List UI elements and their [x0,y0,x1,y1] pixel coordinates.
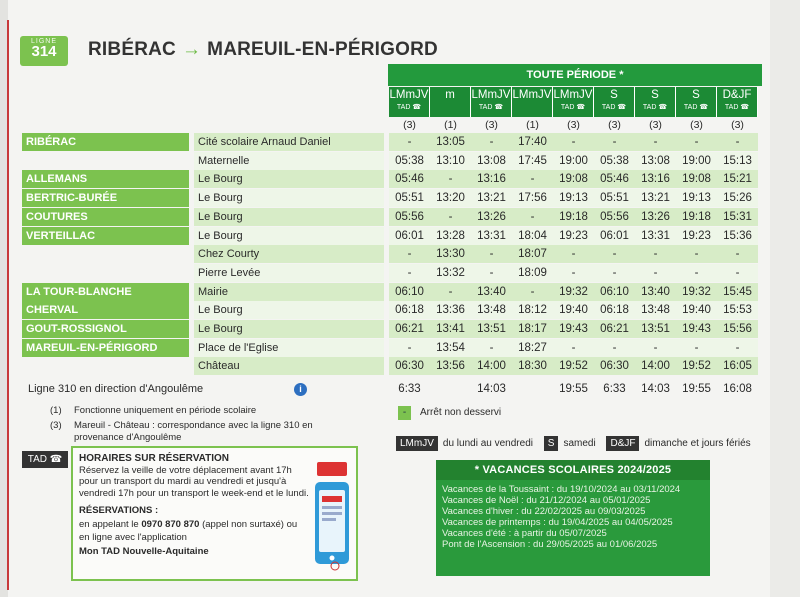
time-cell: - [389,133,430,151]
day-code: LMmJV [512,89,552,101]
time-cell: - [389,264,430,282]
table-row [22,264,762,282]
stop-cell: Château [194,357,384,375]
town-cell: ALLEMANS [22,170,189,188]
time-cell: 19:00 [553,152,594,170]
time-cell: 06:10 [594,283,635,301]
note-text: Mareuil - Château : correspondance avec la ligne 310 en provenance d'Angoulême [74,420,313,443]
time-cell: 06:18 [389,301,430,319]
holiday-item: Vacances de la Toussaint : du 19/10/2024 au 03/11/2024 [442,484,681,495]
time-cell: 16:05 [717,357,758,375]
time-cell: - [635,264,676,282]
time-cell: 19:18 [553,208,594,226]
table-row [22,152,762,170]
table-row [22,208,762,226]
time-cell: 13:21 [471,189,512,207]
time-cell: 13:05 [430,133,471,151]
tad-marker: TAD ☎ [478,104,504,111]
time-cell: 19:23 [553,227,594,245]
stop-cell: Place de l'Eglise [194,339,384,357]
phone-app-illustration [311,458,353,573]
time-cell: 15:21 [717,170,758,188]
day-code: m [445,89,455,101]
day-column-header [512,87,553,117]
time-cell: 15:31 [717,208,758,226]
column-note: (3) [690,119,703,131]
legend-text: samedi [563,438,596,449]
time-cell: 19:40 [676,301,717,319]
time-cell: 13:41 [430,320,471,338]
time-cell: 19:52 [676,357,717,375]
holiday-item: Pont de l'Ascension : du 29/05/2025 au 01/06/2025 [442,539,658,550]
column-note: (3) [567,119,580,131]
day-code: S [651,89,659,101]
town-cell: COUTURES [22,208,189,226]
table-row [22,301,762,319]
time-cell: 13:54 [430,339,471,357]
time-cell: 13:40 [635,283,676,301]
time-cell: 19:23 [676,227,717,245]
time-cell: 13:26 [635,208,676,226]
time-cell: 15:53 [717,301,758,319]
time-cell: 06:21 [389,320,430,338]
day-code: S [692,89,700,101]
town-cell: CHERVAL [22,301,189,319]
connection-label: Ligne 310 en direction d'Angoulême [28,383,204,395]
time-cell: 19:13 [553,189,594,207]
time-cell: 05:38 [389,152,430,170]
time-cell: - [676,339,717,357]
page-edge-stripe [7,20,9,590]
time-cell: - [512,208,553,226]
time-cell: - [594,339,635,357]
day-column-header [471,87,512,117]
time-cell: 19:40 [553,301,594,319]
legend-dash-swatch: - [398,406,411,420]
time-cell: - [512,170,553,188]
time-cell: 18:07 [512,245,553,263]
time-cell: 06:01 [594,227,635,245]
stop-cell: Le Bourg [194,227,384,245]
stop-cell: Le Bourg [194,320,384,338]
time-cell: 14:00 [471,357,512,375]
time-cell: 19:13 [676,189,717,207]
tad-info-box: HORAIRES SUR RÉSERVATION Réservez la veille de votre déplacement avant 17h pour un transport du mardi au vendredi et jusqu'à vendredi 17h pour un transport le week-end et le lundi. RÉSERVATIONS : en appelant le 0970 870 870 (appel non surtaxé) ou en ligne avec l'application Mon TAD Nouvelle-Aquitaine [71,446,358,581]
day-column-header [676,87,717,117]
reservations-title: RÉSERVATIONS [79,505,153,516]
period-header: TOUTE PÉRIODE * [388,64,762,86]
time-cell: 13:31 [471,227,512,245]
stop-cell: Le Bourg [194,301,384,319]
time-cell: 13:36 [430,301,471,319]
phone-suffix: (appel non surtaxé) ou [199,518,298,530]
note-item [50,405,360,417]
route-arrow: → [181,39,202,60]
note-key: (3) [50,420,62,431]
tad-text: Réservez la veille de votre déplacement avant 17h pour un transport du mardi au vendredi et jusqu'à vendredi 17h pour un transport le week-end et le lundi. [79,464,309,499]
time-cell: 19:18 [676,208,717,226]
legend-text: dimanche et jours fériés [644,438,751,449]
phone-number[interactable]: 0970 870 870 [141,518,200,530]
time-cell: 19:32 [676,283,717,301]
table-row [22,339,762,357]
time-cell: - [635,245,676,263]
time-cell: - [676,264,717,282]
time-cell: 18:12 [512,301,553,319]
time-cell: 18:30 [512,357,553,375]
day-column-header [594,87,635,117]
stop-cell: Maternelle [194,152,384,170]
connection-row [22,380,762,398]
town-cell: MAREUIL-EN-PÉRIGORD [22,339,189,357]
time-cell: 19:32 [553,283,594,301]
town-cell [22,152,189,170]
time-cell: 13:28 [430,227,471,245]
time-cell: 19:08 [553,170,594,188]
time-cell: - [717,264,758,282]
stop-cell: Mairie [194,283,384,301]
stop-cell: Cité scolaire Arnaud Daniel [194,133,384,151]
tad-badge: TAD ☎ [22,451,68,468]
table-row [22,133,762,151]
time-cell: 13:30 [430,245,471,263]
time-cell: 15:13 [717,152,758,170]
phone-prefix: en appelant le [79,518,142,530]
holiday-item: Vacances de printemps : du 19/04/2025 au 04/05/2025 [442,517,673,528]
column-note: (3) [485,119,498,131]
route-origin: RIBÉRAC [88,39,176,60]
table-row [22,245,762,263]
time-cell: 13:20 [430,189,471,207]
time-cell: - [471,339,512,357]
town-cell: LA TOUR-BLANCHE [22,283,189,301]
time-cell: - [676,133,717,151]
stop-cell: Pierre Levée [194,264,384,282]
stop-cell: Le Bourg [194,208,384,226]
time-cell: - [717,339,758,357]
day-column-header [553,87,594,117]
day-code: S [610,89,618,101]
town-cell [22,264,189,282]
legend-dash-label: Arrêt non desservi [420,407,502,418]
time-cell: 19:43 [676,320,717,338]
town-cell: VERTEILLAC [22,227,189,245]
table-row [22,283,762,301]
tad-marker: TAD ☎ [560,104,586,111]
connection-time-cell: 14:03 [641,383,670,395]
time-cell: 18:09 [512,264,553,282]
time-cell: 13:40 [471,283,512,301]
connection-time-cell: 19:55 [682,383,711,395]
time-cell: 06:10 [389,283,430,301]
time-cell: 13:16 [471,170,512,188]
table-row [22,170,762,188]
school-holidays-list [436,480,710,554]
time-cell: 18:04 [512,227,553,245]
column-note: (3) [403,119,416,131]
legend-text: du lundi au vendredi [442,438,533,449]
time-cell: 05:51 [389,189,430,207]
legend-tag: S [544,436,559,451]
app-line: en ligne avec l'application [79,532,187,543]
time-cell: 13:26 [471,208,512,226]
time-cell: 14:00 [635,357,676,375]
time-cell: 13:21 [635,189,676,207]
legend-tag: D&JF [606,436,639,451]
tad-marker: TAD ☎ [642,104,668,111]
holiday-item: Vacances de Noël : du 21/12/2024 au 05/01/2025 [442,495,651,506]
connection-time-cell: 6:33 [398,383,421,395]
time-cell: - [512,283,553,301]
time-cell: 06:30 [594,357,635,375]
holiday-item: Vacances d'hiver : du 22/02/2025 au 09/03/2025 [442,506,646,517]
time-cell: - [594,245,635,263]
table-row [22,189,762,207]
time-cell: - [553,245,594,263]
time-cell: - [389,245,430,263]
time-cell: 05:46 [594,170,635,188]
notes [50,405,360,447]
legend-tag: LMmJV [396,436,438,451]
stop-cell: Le Bourg [194,189,384,207]
time-cell: 18:27 [512,339,553,357]
time-cell: 19:43 [553,320,594,338]
time-cell: 05:46 [389,170,430,188]
connection-time-cell [512,380,553,398]
time-cell: 13:32 [430,264,471,282]
time-cell: 13:31 [635,227,676,245]
time-cell: - [471,245,512,263]
info-icon[interactable]: i [294,383,307,396]
page-edge-right [770,0,800,597]
tad-marker: TAD ☎ [601,104,627,111]
time-cell: 13:48 [471,301,512,319]
town-cell [22,357,189,375]
time-cell: - [389,339,430,357]
day-column-header [389,87,430,117]
time-cell: 19:00 [676,152,717,170]
holiday-item: Vacances d'été : à partir du 05/07/2025 [442,528,607,539]
time-cell: - [717,133,758,151]
tad-marker: TAD ☎ [683,104,709,111]
line-badge-label: LIGNE [30,38,57,45]
table-row [22,320,762,338]
tad-marker: TAD ☎ [724,104,750,111]
time-cell: 05:38 [594,152,635,170]
time-cell: 19:52 [553,357,594,375]
town-cell: RIBÉRAC [22,133,189,151]
table-row [22,227,762,245]
school-holidays-box [436,460,710,576]
tad-title: HORAIRES SUR RÉSERVATION [79,453,230,464]
time-cell: 15:56 [717,320,758,338]
app-name[interactable]: Mon TAD Nouvelle-Aquitaine [79,545,209,557]
time-cell: - [717,245,758,263]
time-cell: - [430,283,471,301]
column-note: (1) [526,119,539,131]
time-cell: - [594,133,635,151]
time-cell: - [594,264,635,282]
time-cell: 15:26 [717,189,758,207]
note-key: (1) [50,405,62,416]
time-cell: 13:51 [471,320,512,338]
time-cell: 06:18 [594,301,635,319]
day-code: LMmJV [389,89,429,101]
note-text: Fonctionne uniquement en période scolaire [74,405,257,416]
connection-time-cell: 16:08 [723,383,752,395]
day-code: LMmJV [553,89,593,101]
days-legend [396,436,759,452]
time-cell: - [635,339,676,357]
town-cell [22,245,189,263]
line-badge [20,36,68,66]
time-cell: 06:01 [389,227,430,245]
time-cell: - [635,133,676,151]
connection-time-cell [430,380,471,398]
time-cell: - [553,339,594,357]
time-cell: 13:08 [635,152,676,170]
time-cell: 18:17 [512,320,553,338]
time-cell: 17:56 [512,189,553,207]
column-note: (3) [649,119,662,131]
line-number: 314 [31,43,57,60]
stop-cell: Chez Courty [194,245,384,263]
time-cell: 13:48 [635,301,676,319]
town-cell: BERTRIC-BURÉE [22,189,189,207]
time-cell: - [553,133,594,151]
connection-time-cell: 19:55 [559,383,588,395]
column-note: (1) [444,119,457,131]
time-cell: - [553,264,594,282]
time-cell: 13:08 [471,152,512,170]
day-code: LMmJV [471,89,511,101]
time-cell: 06:21 [594,320,635,338]
school-holidays-title: * VACANCES SCOLAIRES 2024/2025 [436,460,710,480]
time-cell: - [430,208,471,226]
time-cell: 05:56 [389,208,430,226]
day-column-header [430,87,471,117]
time-cell: 06:30 [389,357,430,375]
time-cell: 13:56 [430,357,471,375]
time-cell: 13:10 [430,152,471,170]
time-cell: - [471,264,512,282]
connection-time-cell: 6:33 [603,383,626,395]
table-row [22,357,762,375]
time-cell: - [676,245,717,263]
time-cell: 13:51 [635,320,676,338]
time-cell: - [430,170,471,188]
note-item [50,420,360,444]
route-title [88,39,438,61]
time-cell: 05:56 [594,208,635,226]
column-note: (3) [731,119,744,131]
tad-marker: TAD ☎ [396,104,422,111]
connection-time-cell: 14:03 [477,383,506,395]
time-cell: 17:45 [512,152,553,170]
route-destination: MAREUIL-EN-PÉRIGORD [207,39,438,60]
time-cell: 15:45 [717,283,758,301]
time-cell: 19:08 [676,170,717,188]
column-note: (3) [608,119,621,131]
stop-cell: Le Bourg [194,170,384,188]
day-code: D&JF [722,89,752,101]
day-column-header [717,87,758,117]
day-column-header [635,87,676,117]
time-cell: 13:16 [635,170,676,188]
time-cell: 17:40 [512,133,553,151]
time-cell: - [471,133,512,151]
town-cell: GOUT-ROSSIGNOL [22,320,189,338]
time-cell: 15:36 [717,227,758,245]
time-cell: 05:51 [594,189,635,207]
